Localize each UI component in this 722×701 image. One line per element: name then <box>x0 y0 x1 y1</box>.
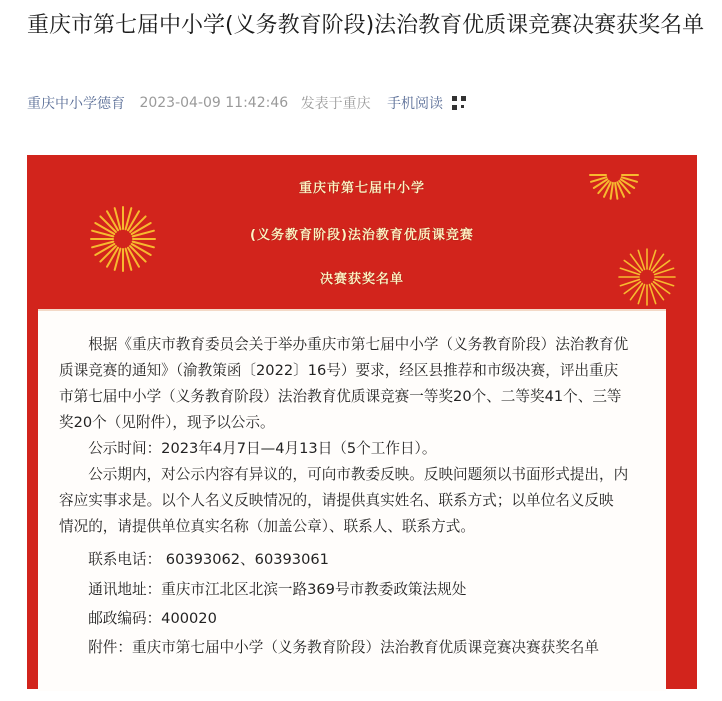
banner-heading-line-1: 重庆市第七届中小学 <box>298 181 425 196</box>
publish-location: 发表于重庆 <box>300 96 371 112</box>
publish-datetime: 2023-04-09 11:42:46 <box>139 95 289 111</box>
notice-paragraph-line: 奖20个（见附件），现予以公示。 <box>59 414 275 431</box>
contact-phone: 联系电话： 60393062、60393061 <box>88 551 329 568</box>
notice-paragraph-line: 公示期内，对公示内容有异议的，可向市教委反映。反映问题须以书面形式提出，内 <box>88 466 629 483</box>
banner-heading-line-3: 决赛获奖名单 <box>319 272 404 287</box>
article-meta <box>27 93 466 113</box>
publicity-time: 公示时间：2023年4月7日—4月13日（5个工作日）。 <box>88 440 437 457</box>
mobile-read-link[interactable]: 手机阅读 <box>387 96 444 112</box>
notice-paragraph-line: 情况的，请提供单位真实名称（加盖公章）、联系人、联系方式。 <box>59 518 475 535</box>
contact-address: 通讯地址：重庆市江北区北滨一路369号市教委政策法规处 <box>88 581 467 598</box>
notice-paragraph-line: 质课竞赛的通知》（渝教策函〔2022〕16号）要求，经区县推荐和市级决赛，评出重庆 <box>59 362 619 379</box>
notice-paragraph-line: 市第七届中小学（义务教育阶段）法治教育优质课竞赛一等奖20个、二等奖41个、三等 <box>59 388 622 405</box>
account-name-link[interactable]: 重庆中小学德育 <box>27 96 125 112</box>
qr-code-icon[interactable] <box>452 96 466 110</box>
notice-card <box>38 309 666 691</box>
article-title: 重庆市第七届中小学(义务教育阶段)法治教育优质课竞赛决赛获奖名单 <box>27 13 705 38</box>
postal-code: 邮政编码：400020 <box>88 610 217 627</box>
banner-heading-line-2: (义务教育阶段)法治教育优质课竞赛 <box>250 228 474 243</box>
notice-paragraph-line: 根据《重庆市教育委员会关于举办重庆市第七届中小学（义务教育阶段）法治教育优 <box>88 336 629 353</box>
attachment-link[interactable]: 附件：重庆市第七届中小学（义务教育阶段）法治教育优质课竞赛决赛获奖名单 <box>88 639 599 656</box>
notice-paragraph-line: 容应实事求是。以个人名义反映情况的，请提供真实姓名、联系方式；以单位名义反映 <box>59 492 614 509</box>
